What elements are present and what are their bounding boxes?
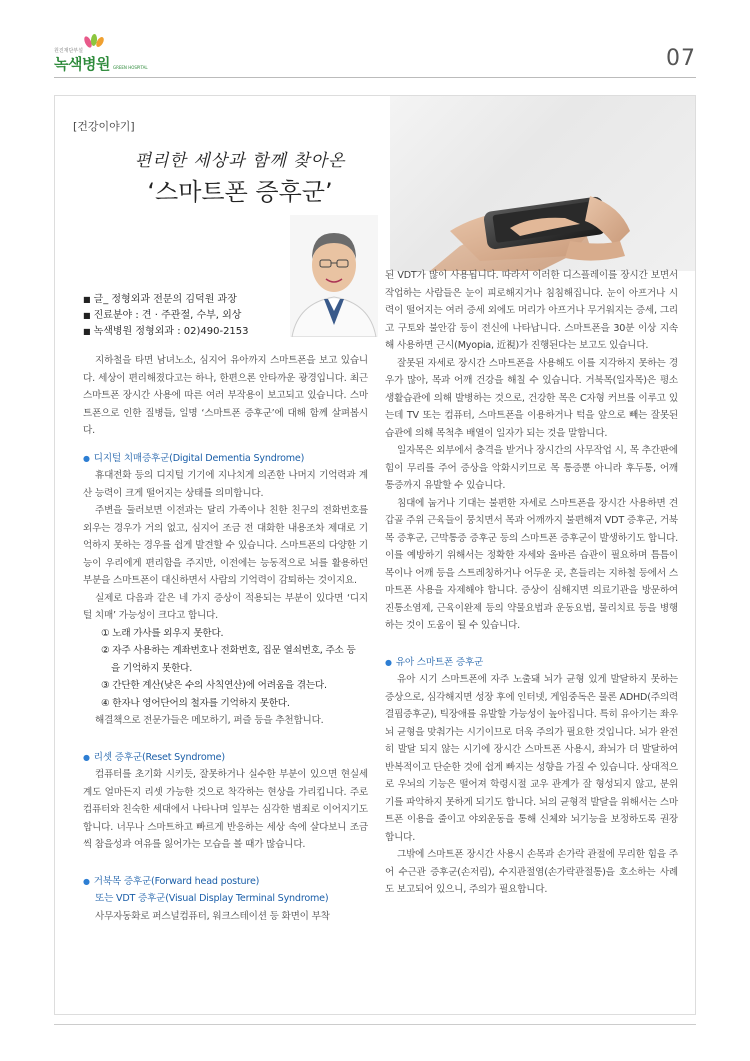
paragraph: 일자목은 외부에서 충격을 받거나 장시간의 사무작업 시, 목 추간판에 힘이 무리를 주어 증상을 악화시키므로 목 통증뿐 아니라 후두통, 어깨 통증까지 유발할 수 있습니다. (385, 445, 678, 491)
article-category: [건강이야기] (73, 120, 135, 133)
paragraph: 컴퓨터를 초기화 시키듯, 잘못하거나 실수한 부분이 있으면 현실세계도 얼마든지 리셋 가능한 것으로 착각하는 현상을 가리킵니다. 주로 컴퓨터와 친숙한 세대에서 나타나며 일부는 심각한 범죄로 이어지기도 합니다. 너무나 스마트하고 빠르게 반응하는 세상 속에 살다보니 조금씩 참을성과 여유를 잃어가는 모습을 볼 때가 많습니다. (83, 769, 368, 850)
doctor-portrait (290, 215, 378, 337)
paragraph: 사무자동화로 퍼스널컴퓨터, 워크스테이션 등 화면이 부착 (95, 910, 330, 922)
article-column-right (385, 267, 678, 899)
page-header (0, 0, 750, 90)
footer-divider (54, 1024, 696, 1025)
section-heading-reset-syndrome: ● 리셋 증후군(Reset Syndrome) (83, 749, 368, 767)
smartphone-hand-image (390, 96, 695, 271)
author-contact: ■ 녹색병원 정형외과 : 02)490-2153 (83, 324, 249, 340)
leaf-logo-icon (82, 34, 104, 48)
paragraph: 된 VDT가 많이 사용됩니다. 따라서 이러한 디스플레이를 장시간 보면서 작업하는 사람들은 눈이 피로해지거나 침침해집니다. 눈이 아프거나 시력이 떨어지는 여러 증세 외에도 머리가 아프거나 무거워지는 증세, 그리고 구토와 불안감 등이 전신에 나타납니다. 스마트폰을 30분 이상 지속해 사용하면 근시(Myopia, 近視)가 진행된다는 보고도 있습니다. (385, 270, 678, 351)
logo-subtitle: 원진재단부설 (54, 48, 83, 54)
paragraph: 침대에 눕거나 기대는 불편한 자세로 스마트폰을 장시간 사용하면 견갑골 주위 근육들이 뭉치면서 목과 어깨까지 불편해져 VDT 증후군, 거북목 증후군, 근막통증 증후군 등의 스마트폰 증후군이 발생하기도 합니다. 이를 예방하기 위해서는 정확한 자세와 올바른 습관이 필요하며 틈틈이 목이나 어깨 등을 스트레칭하거나 어두운 곳, 흔들리는 지하철 등에서 스마트폰 사용을 자제해야 합니다. 증상이 심해지면 의료기관을 방문하여 진통소염제, 근육이완제 등의 약물요법과 운동요법, 물리치료 등을 병행하는 것이 도움이 될 수 있습니다. (385, 497, 678, 631)
paragraph: 유아 시기 스마트폰에 자주 노출돼 뇌가 균형 있게 발달하지 못하는 증상으로, 심각해지면 성장 후에 인터넷, 게임중독은 물론 ADHD(주의력 결핍증후군), 틱장애를 유발할 가능성이 높아집니다. 특히 유아기는 좌우 뇌 균형을 맞춰가는 시기이므로 더욱 주의가 필요한 것입니다. 뇌가 완전히 발달 되지 않는 시기에 장시간 스마트폰 사용시, 좌뇌가 더 발달하여 반복적이고 단순한 것에 쉽게 빠지는 성향을 가질 수 있습니다. 상대적으로 우뇌의 기능은 떨어져 학령시절 교우 관계가 잘 형성되지 않고, 분위기를 파악하지 못하게 되기도 합니다. 뇌의 균형적 발달을 위해서는 스마트폰 이용을 줄이고 야외운동을 통해 신체와 뇌기능을 보정하도록 권장합니다. (385, 674, 678, 843)
symptom-item: ① 노래 가사를 외우지 못한다. (101, 627, 224, 639)
page-number: 07 (666, 46, 696, 71)
symptom-item-continued: 을 기억하지 못한다. (111, 662, 193, 674)
author-specialty: ■ 진료분야 : 견 · 주관절, 수부, 외상 (83, 308, 249, 324)
article-title-line2: ‘스마트폰 증후군’ (147, 178, 333, 206)
author-name: ■ 글_ 정형외과 전문의 김덕원 과장 (83, 292, 249, 308)
paragraph: 주변을 둘러보면 이전과는 달리 가족이나 친한 친구의 전화번호를 외우는 경우가 거의 없고, 심지어 조금 전 대화한 내용조차 제대로 기억하지 못하는 경우를 쉽게 발견할 수 있습니다. 스마트폰의 다양한 기능이 우리에게 편리함을 주지만, 이전에는 능동적으로 뇌를 활용하던 부분을 스마트폰이 대신하면서 사람의 기억력이 감퇴하는 것이지요. (83, 505, 368, 586)
paragraph: 휴대전화 등의 디지털 기기에 지나치게 의존한 나머지 기억력과 계산 능력이 크게 떨어지는 상태를 의미합니다. (83, 470, 368, 499)
section-heading-forward-head: ● 거북목 증후군(Forward head posture) (83, 873, 368, 891)
article-column-left (83, 352, 368, 925)
logo-title: 녹색병원 (54, 55, 110, 73)
paragraph: 그밖에 스마트폰 장시간 사용시 손목과 손가락 관절에 무리한 힘을 주어 수근관 증후군(손저림), 수지관절염(손가락관절통)을 호소하는 사례도 보고되어 있으니, 주의가 필요합니다. (385, 849, 678, 895)
author-info (83, 292, 249, 340)
section-heading-digital-dementia: ● 디지털 치매증후군(Digital Dementia Syndrome) (83, 450, 368, 468)
symptom-item: ④ 한자나 영어단어의 철자를 기억하지 못한다. (101, 697, 290, 709)
section-heading-infant-smartphone: ● 유아 스마트폰 증후군 (385, 654, 678, 672)
paragraph: 해결책으로 전문가들은 메모하기, 퍼즐 등을 추천합니다. (95, 715, 324, 726)
symptom-item: ② 자주 사용하는 계좌번호나 전화번호, 집문 열쇠번호, 주소 등 (101, 645, 356, 656)
intro-paragraph: 지하철을 타면 남녀노소, 심지어 유아까지 스마트폰을 보고 있습니다. 세상이 편리해졌다고는 하나, 한편으론 안타까운 광경입니다. 최근 스마트폰 장시간 사용에 따른 여러 부작용이 보고되고 있습니다. 스마트폰으로 인한 질병들, 일명 ‘스마트폰 증후군’에 대해 함께 살펴봅시다. (83, 355, 368, 436)
section-subheading-vdt: 또는 VDT 증후군(Visual Display Terminal Syndrome) (95, 893, 329, 904)
symptom-item: ③ 간단한 계산(낮은 수의 사칙연산)에 어려움을 겪는다. (101, 680, 327, 691)
paragraph: 잘못된 자세로 장시간 스마트폰을 사용해도 이를 지각하지 못하는 경우가 많아, 목과 어깨 건강을 해칠 수 있습니다. 거북목(일자목)은 평소 생활습관에 의해 발병하는 것으로, 건강한 목은 C자형 커브를 이루고 있는데 TV 또는 컴퓨터, 스마트폰을 이용하거나 턱을 앞으로 빼는 잘못된 습관에 의해 목척추 배열이 일자가 되는 것을 말합니다. (385, 357, 678, 439)
hand-holding-phone-icon (390, 96, 695, 271)
logo-english: GREEN HOSPITAL (113, 65, 148, 70)
header-divider (54, 77, 696, 78)
paragraph: 실제로 다음과 같은 네 가지 증상이 적용되는 부분이 있다면 ‘디지털 치매’ 가능성이 크다고 합니다. (83, 592, 368, 621)
article-title-line1: 편리한 세상과 함께 찾아온 (134, 151, 346, 171)
